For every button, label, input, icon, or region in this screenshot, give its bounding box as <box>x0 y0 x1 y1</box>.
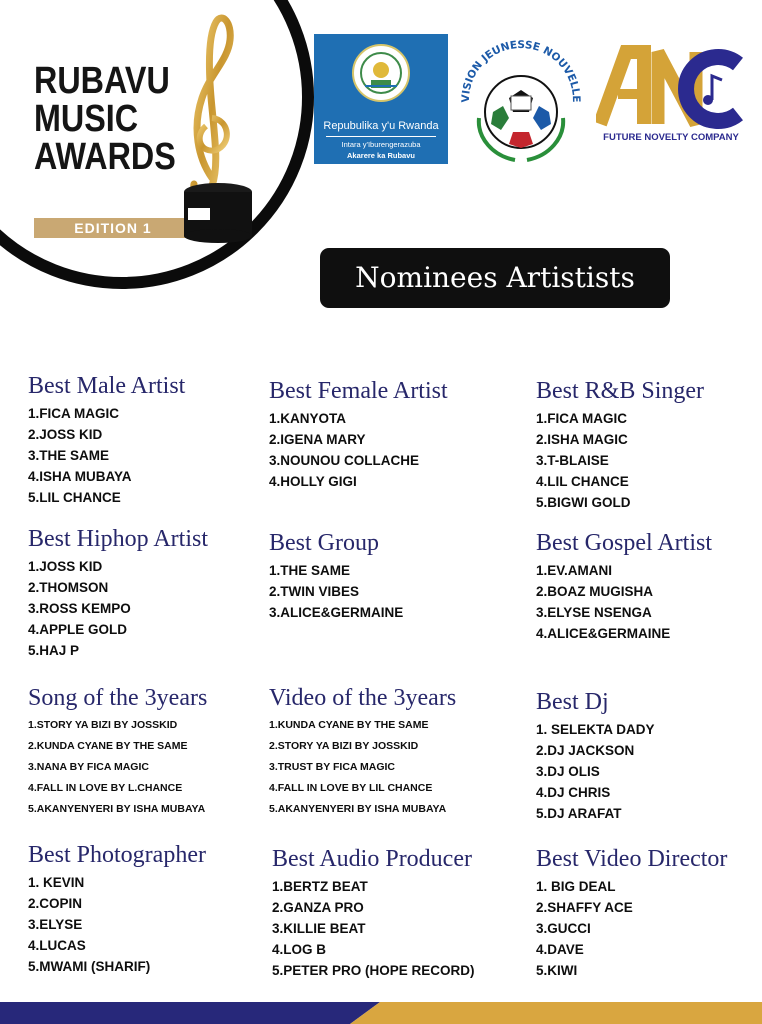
award-title-line-2: MUSIC <box>34 98 139 140</box>
category-title: Best Audio Producer <box>272 846 472 872</box>
category-best-video-director <box>536 846 762 981</box>
category-title: Song of the 3years <box>28 685 208 711</box>
future-novelty-company-logo <box>596 44 746 154</box>
nominee-item: 1.STORY YA BIZI BY JOSSKID <box>28 719 178 731</box>
nominee-item: 4.HOLLY GIGI <box>269 474 357 489</box>
nominee-item: 3.TRUST BY FICA MAGIC <box>269 761 396 773</box>
rwanda-logo-province: Intara y'Iburengerazuba <box>341 140 421 149</box>
category-title: Best Male Artist <box>28 373 186 399</box>
edition-badge: EDITION 1 <box>34 218 192 238</box>
nominee-item: 1.FICA MAGIC <box>536 411 627 426</box>
nominee-item: 2.ISHA MAGIC <box>536 432 628 447</box>
nominee-item: 1.FICA MAGIC <box>28 406 119 421</box>
nominee-item: 3.ALICE&GERMAINE <box>269 605 404 620</box>
rwanda-logo-name: Repubulika y'u Rwanda <box>323 120 439 132</box>
category-best-dj <box>536 689 762 824</box>
nominee-item: 1.BERTZ BEAT <box>272 879 368 894</box>
nominee-item: 3.ROSS KEMPO <box>28 601 131 616</box>
nominee-item: 1.JOSS KID <box>28 559 103 574</box>
nominee-item: 3.KILLIE BEAT <box>272 921 366 936</box>
nominee-item: 4.APPLE GOLD <box>28 622 128 637</box>
nominee-item: 4.ISHA MUBAYA <box>28 469 132 484</box>
rwanda-logo-district: Akarere ka Rubavu <box>347 151 415 160</box>
award-title-line-3: AWARDS <box>34 136 176 178</box>
category-song-of-the-3years <box>28 685 264 820</box>
nominee-item: 2.SHAFFY ACE <box>536 900 633 915</box>
nominee-item: 4.DJ CHRIS <box>536 785 611 800</box>
nominee-item: 2.DJ JACKSON <box>536 743 635 758</box>
nominee-item: 2.IGENA MARY <box>269 432 366 447</box>
nominee-item: 4.LOG B <box>272 942 327 957</box>
nominee-item: 5.DJ ARAFAT <box>536 806 622 821</box>
nominee-list <box>536 408 762 513</box>
nominee-item: 2.COPIN <box>28 896 83 911</box>
nominee-item: 5.AKANYENYERI BY ISHA MUBAYA <box>269 803 447 815</box>
nominee-list <box>28 556 264 661</box>
nominee-list <box>536 719 762 824</box>
category-best-gospel-artist <box>536 530 762 644</box>
nominee-item: 3.ELYSE NSENGA <box>536 605 652 620</box>
nominee-list <box>272 876 508 981</box>
nominees-banner: Nominees Artistists <box>320 248 670 308</box>
category-best-photographer <box>28 842 264 977</box>
nominee-item: 2.GANZA PRO <box>272 900 364 915</box>
nominee-item: 5.KIWI <box>536 963 578 978</box>
nominee-item: 4.FALL IN LOVE BY LIL CHANCE <box>269 782 433 794</box>
nominee-list <box>28 403 264 508</box>
nominee-list <box>269 560 505 623</box>
nominee-item: 4.LIL CHANCE <box>536 474 629 489</box>
nominee-item: 3.T-BLAISE <box>536 453 609 468</box>
nominee-item: 2.BOAZ MUGISHA <box>536 584 654 599</box>
nominee-item: 1.KUNDA CYANE BY THE SAME <box>269 719 429 731</box>
category-title: Best Video Director <box>536 846 728 872</box>
nominee-list <box>269 715 505 820</box>
nominee-list <box>269 408 505 492</box>
nominee-item: 3.NOUNOU COLLACHE <box>269 453 420 468</box>
nominee-item: 4.LUCAS <box>28 938 86 953</box>
footer-stripe <box>0 1002 762 1024</box>
nominee-item: 1.THE SAME <box>269 563 351 578</box>
nominee-item: 3.NANA BY FICA MAGIC <box>28 761 149 773</box>
fnc-logo-name: FUTURE NOVELTY COMPANY <box>603 132 739 143</box>
category-best-rnb-singer <box>536 378 762 513</box>
nominee-item: 5.BIGWI GOLD <box>536 495 631 510</box>
award-title-line-1: RUBAVU <box>34 60 170 102</box>
category-title: Best Photographer <box>28 842 206 868</box>
category-title: Best Group <box>269 530 379 556</box>
award-title <box>34 60 176 178</box>
nominee-item: 3.GUCCI <box>536 921 591 936</box>
rwanda-logo-divider <box>326 136 436 137</box>
category-title: Best Dj <box>536 689 609 715</box>
nominee-item: 4.DAVE <box>536 942 584 957</box>
fnc-monogram-icon <box>596 44 746 130</box>
nominee-list <box>28 872 264 977</box>
rwanda-seal-icon <box>351 42 411 104</box>
nominee-item: 1. KEVIN <box>28 875 85 890</box>
category-title: Best R&B Singer <box>536 378 705 404</box>
nominee-item: 2.KUNDA CYANE BY THE SAME <box>28 740 188 752</box>
nominee-list <box>536 560 762 644</box>
nominee-item: 1. BIG DEAL <box>536 879 616 894</box>
nominee-item: 4.FALL IN LOVE BY L.CHANCE <box>28 782 183 794</box>
nominee-item: 3.ELYSE <box>28 917 83 932</box>
nominee-item: 5.HAJ P <box>28 643 80 658</box>
category-video-of-the-3years <box>269 685 505 820</box>
nominee-list <box>28 715 264 820</box>
nominee-item: 5.AKANYENYERI BY ISHA MUBAYA <box>28 803 206 815</box>
nominee-item: 4.ALICE&GERMAINE <box>536 626 671 641</box>
nominee-item: 2.JOSS KID <box>28 427 103 442</box>
category-title: Best Gospel Artist <box>536 530 713 556</box>
category-best-audio-producer <box>272 846 508 981</box>
nominee-item: 3.DJ OLIS <box>536 764 600 779</box>
category-title: Best Female Artist <box>269 378 448 404</box>
nominee-item: 2.STORY YA BIZI BY JOSSKID <box>269 740 419 752</box>
treble-clef-trophy-icon <box>172 8 252 243</box>
nominee-item: 5.LIL CHANCE <box>28 490 121 505</box>
category-best-hiphop-artist <box>28 526 264 661</box>
vision-logo-text: VISION JEUNESSE NOUVELLE <box>459 38 583 103</box>
music-note-icon <box>703 76 722 105</box>
nominee-item: 5.MWAMI (SHARIF) <box>28 959 151 974</box>
nominee-item: 2.TWIN VIBES <box>269 584 360 599</box>
vision-jeunesse-nouvelle-logo <box>455 26 587 166</box>
category-best-female-artist <box>269 378 505 492</box>
nominee-item: 3.THE SAME <box>28 448 110 463</box>
category-title: Best Hiphop Artist <box>28 526 209 552</box>
nominee-list <box>536 876 762 981</box>
nominee-item: 1. SELEKTA DADY <box>536 722 655 737</box>
nominee-item: 1.KANYOTA <box>269 411 347 426</box>
soccer-ball-icon <box>485 76 557 148</box>
category-best-group <box>269 530 505 623</box>
category-title: Video of the 3years <box>269 685 457 711</box>
nominee-item: 1.EV.AMANI <box>536 563 613 578</box>
rwanda-district-logo <box>314 34 448 164</box>
nominee-item: 5.PETER PRO (HOPE RECORD) <box>272 963 475 978</box>
nominee-item: 2.THOMSON <box>28 580 109 595</box>
category-best-male-artist <box>28 373 264 508</box>
